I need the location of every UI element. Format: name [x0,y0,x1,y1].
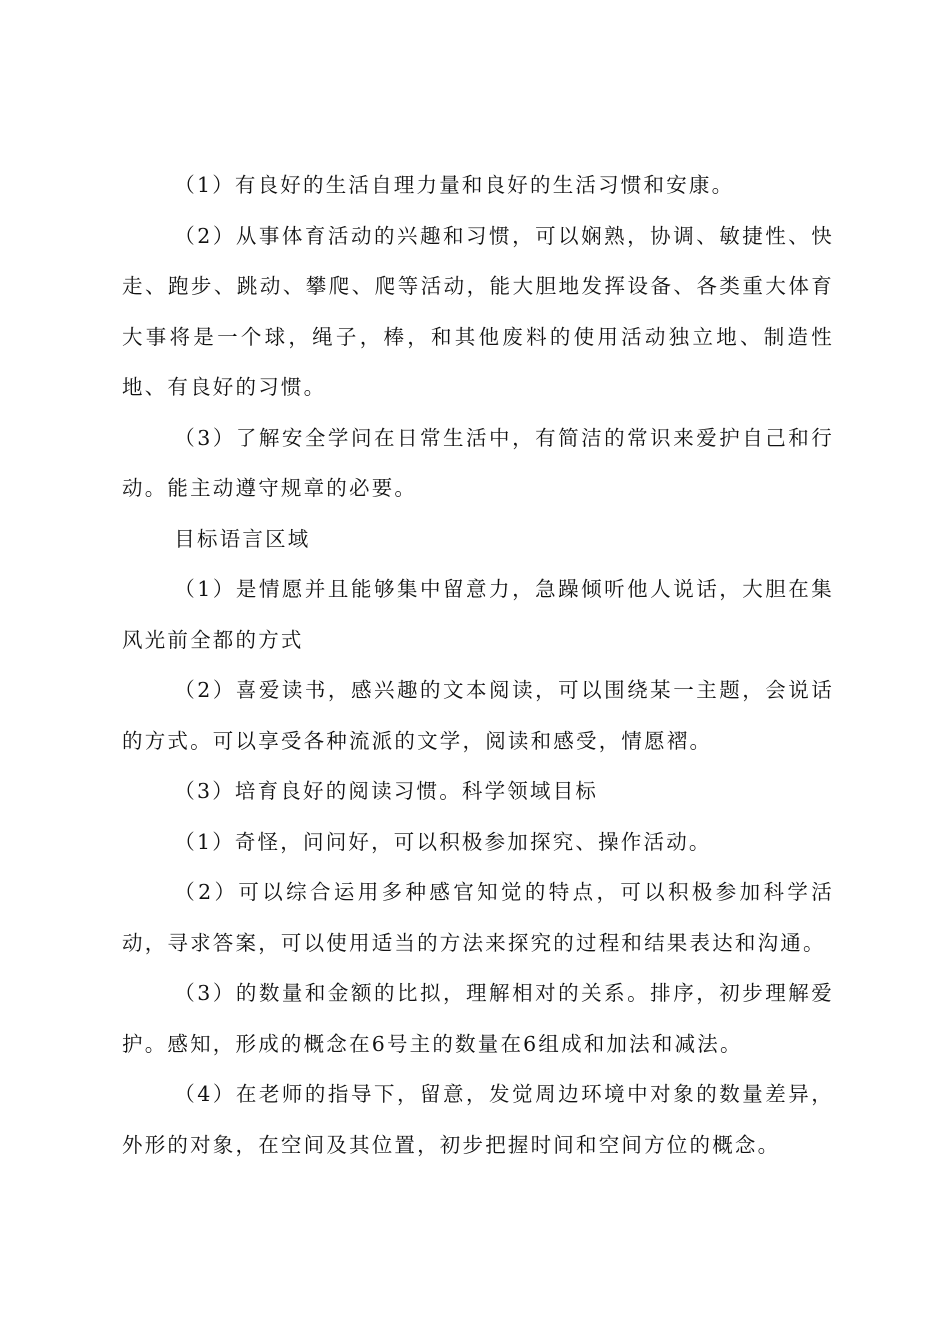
paragraph-language-goal-2: （2）喜爱读书，感兴趣的文本阅读，可以围绕某一主题，会说话的方式。可以享受各种流派的文学，阅读和感受，情愿褶。 [122,678,834,753]
paragraph-health-goal-1: （1）有良好的生活自理力量和良好的生活习惯和安康。 [174,173,735,197]
section-heading-language: 目标语言区域 [174,526,311,551]
paragraph-language-goal-3: （3）培育良好的阅读习惯。科学领域目标 [174,779,599,803]
paragraph-science-goal-4: （4）在老师的指导下，留意，发觉周边环境中对象的数量差异，外形的对象，在空间及其位置，初步把握时间和空间方位的概念。 [122,1082,834,1157]
paragraph-health-goal-2: （2）从事体育活动的兴趣和习惯，可以娴熟，协调、敏捷性、快走、跑步、跳动、攀爬、爬等活动，能大胆地发挥设备、各类重大体育大事将是一个球，绳子，棒，和其他废料的使用活动独立地、制造性地、有良好的习惯。 [122,223,834,399]
document-body [122,160,834,1170]
paragraph-science-goal-2: （2）可以综合运用多种感官知觉的特点，可以积极参加科学活动，寻求答案，可以使用适当的方法来探究的过程和结果表达和沟通。 [122,880,834,955]
paragraph-health-goal-3: （3）了解安全学问在日常生活中，有简洁的常识来爱护自己和行动。能主动遵守规章的必要。 [122,425,834,500]
paragraph-science-goal-3: （3）的数量和金额的比拟，理解相对的关系。排序，初步理解爱护。感知，形成的概念在6号主的数量在6组成和加法和减法。 [122,981,834,1056]
paragraph-language-goal-1: （1）是情愿并且能够集中留意力，急躁倾听他人说话，大胆在集风光前全都的方式 [122,577,834,652]
paragraph-science-goal-1: （1）奇怪，问问好，可以积极参加探究、操作活动。 [174,829,712,854]
